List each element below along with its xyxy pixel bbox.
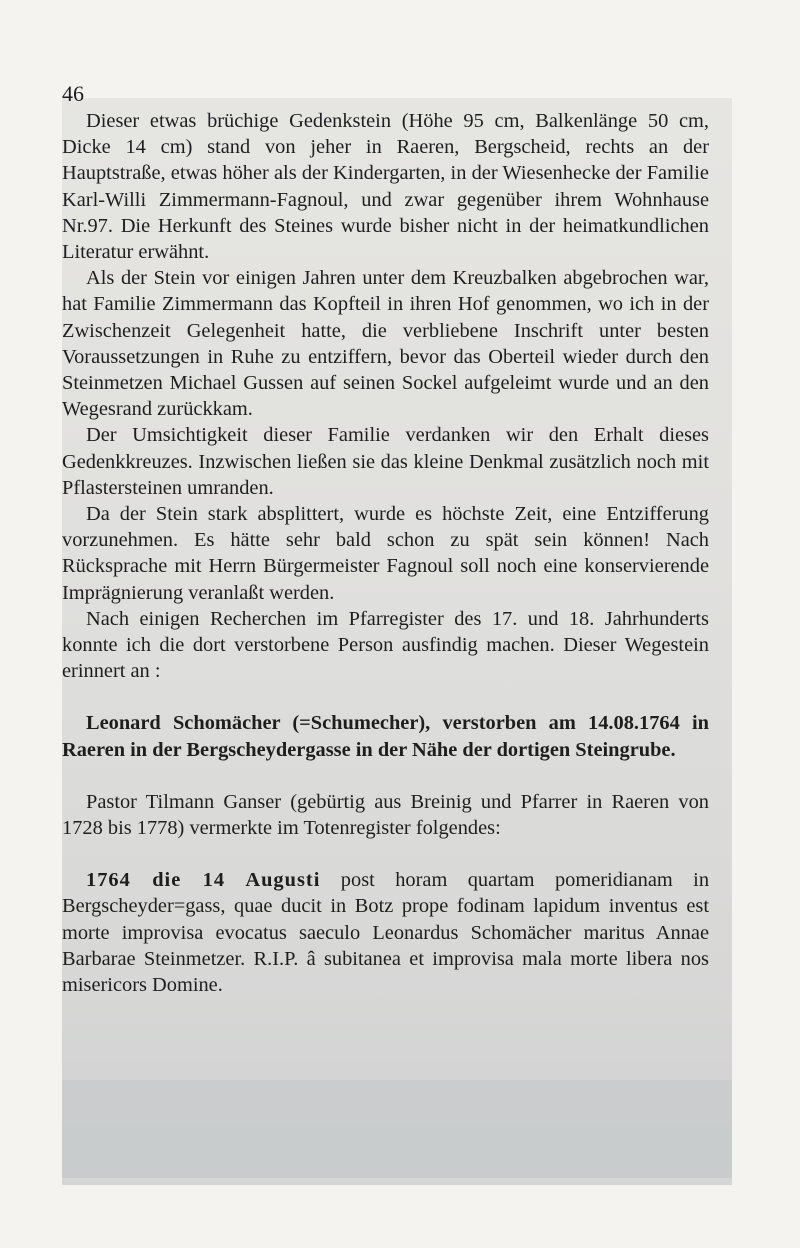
paragraph: Als der Stein vor einigen Jahren unter dem Kreuzbalken abgebrochen war, hat Familie Zimmermann das Kopfteil in ihren Hof genommen, wo ich in der Zwischenzeit Gelegenheit hatte, die verbliebene Inschrift unter besten Voraussetzungen in Ruhe zu entziffern, bevor das Oberteil wieder durch den Steinmetzen Michael Gussen auf seinen Sockel aufgeleimt wurde und an den Wegesrand zurückkam. bbox=[62, 267, 709, 421]
background-photo-band bbox=[62, 1080, 732, 1185]
paragraph: Dieser etwas brüchige Gedenkstein (Höhe 95 cm, Balkenlänge 50 cm, Dicke 14 cm) stand von jeher in Raeren, Bergscheid, rechts an der Hauptstraße, etwas höher als der Kindergarten, in der Wiesenhecke der Familie Karl-Willi Zimmermann-Fagnoul, und zwar gegenüber ihrem Wohnhause Nr.97. Die Herkunft des Steines wurde bisher nicht in der heimatkundlichen Literatur erwähnt. bbox=[62, 110, 709, 264]
page-number: 46 bbox=[62, 81, 84, 106]
paragraph: Nach einigen Recherchen im Pfarregister des 17. und 18. Jahrhunderts konnte ich die dort verstorbene Person ausfindig machen. Dieser Wegestein erinnert an : bbox=[62, 607, 709, 683]
bold-paragraph: Leonard Schomächer (=Schumecher), verstorben am 14.08.1764 in Raeren in der Bergscheydergasse in der Nähe der dortigen Steingrube. bbox=[62, 712, 709, 761]
paragraph: Der Umsichtigkeit dieser Familie verdanken wir den Erhalt dieses Gedenkkreuzes. Inzwischen ließen sie das kleine Denkmal zusätzlich noch mit Pflastersteinen umranden. bbox=[62, 424, 709, 499]
text-body bbox=[62, 108, 709, 998]
latin-paragraph bbox=[62, 867, 709, 998]
paragraph: Da der Stein stark absplittert, wurde es höchste Zeit, eine Entzifferung vorzunehmen. Es hätte sehr bald schon zu spät sein können! Nach Rücksprache mit Herrn Bürgermeister Fagnoul soll noch eine konservierende Imprägnierung veranlaßt werden. bbox=[62, 503, 709, 604]
pastor-paragraph: Pastor Tilmann Ganser (gebürtig aus Breinig und Pfarrer in Raeren von 1728 bis 1778) vermerkte im Totenregister folgendes: bbox=[62, 790, 709, 840]
latin-date: 1764 die 14 Augusti bbox=[86, 869, 321, 892]
latin-text: post horam quartam pomeridianam in Bergscheyder=gass, quae ducit in Botz prope fodinam lapidum inventus est morte improvisa evocatus saeculo Leonardus Schomächer maritus Annae Barbarae Steinmetzer. R.I.P. â subitanea et improvisa mala morte libera nos misericors Domine. bbox=[62, 869, 710, 997]
